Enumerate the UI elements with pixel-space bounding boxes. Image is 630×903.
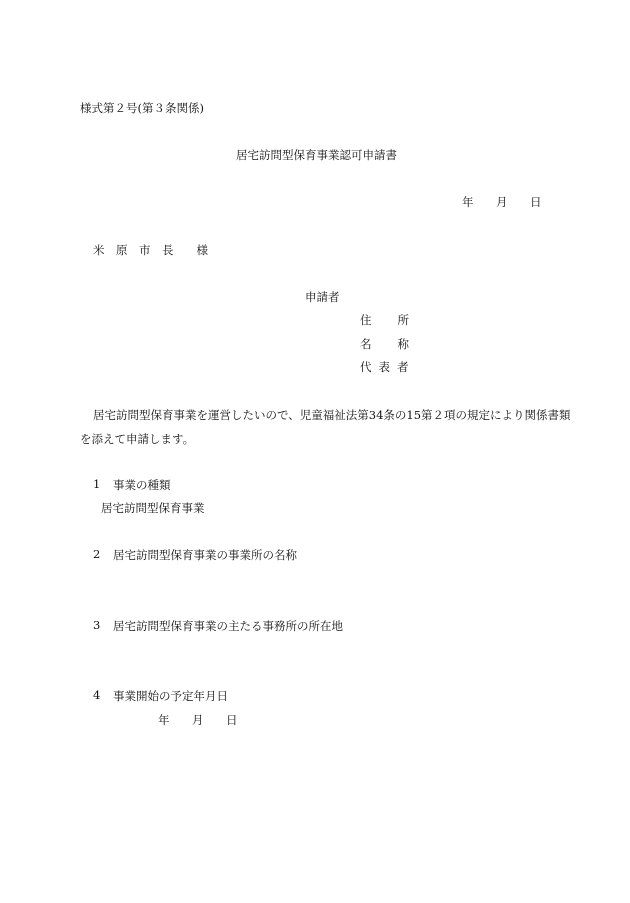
item-number: 2 [93,547,101,561]
addressee: 米 原 市 長 様 [93,243,208,257]
item-label: 居宅訪問型保育事業の主たる事務所の所在地 [113,619,343,633]
start-day: 日 [226,713,238,727]
body-line-2: を添えて申請します。 [80,432,195,446]
start-month: 月 [192,713,204,727]
document-title: 居宅訪問型保育事業認可申請書 [236,148,397,162]
address-label: 住所 [360,313,435,327]
applicant-label: 申請者 [305,290,340,304]
body-line-1: 居宅訪問型保育事業を運営したいので、児童福祉法第34条の15第２項の規定により関係書類 [93,408,571,422]
form-number: 様式第２号(第３条関係) [80,101,204,115]
item-label: 事業の種類 [113,478,171,492]
item-number: 3 [93,618,101,632]
item-label: 事業開始の予定年月日 [113,689,228,703]
date-month: 月 [496,195,508,209]
date-day: 日 [530,195,542,209]
item-number: 4 [93,688,101,702]
name-label: 名称 [360,337,435,351]
item-number: 1 [93,477,101,491]
item-value: 居宅訪問型保育事業 [101,501,205,515]
date-year: 年 [462,195,474,209]
start-year: 年 [158,713,170,727]
representative-label: 代表者 [360,360,416,374]
item-label: 居宅訪問型保育事業の事業所の名称 [113,548,297,562]
